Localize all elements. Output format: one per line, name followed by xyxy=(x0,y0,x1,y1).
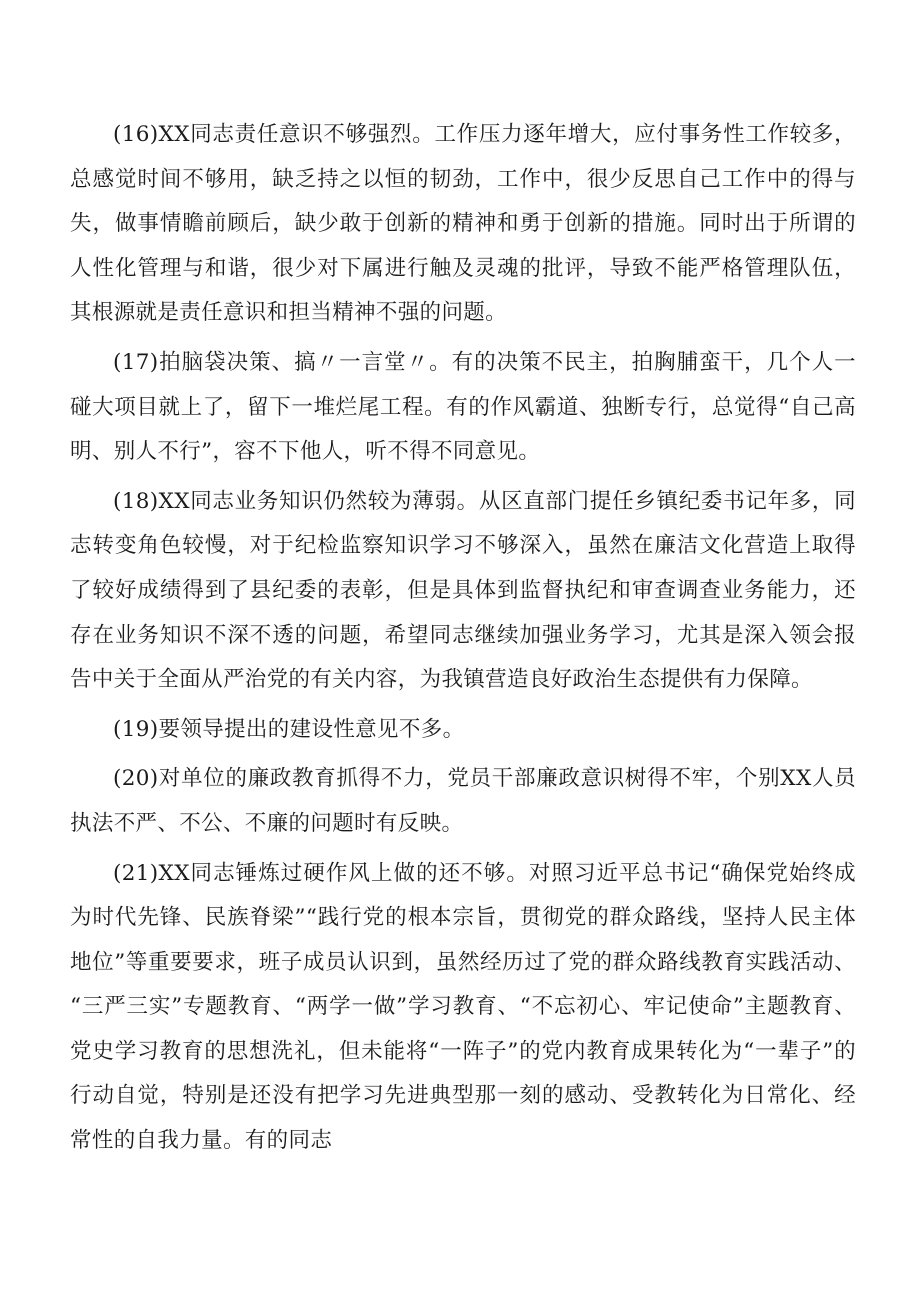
paragraph-18: (18)XX同志业务知识仍然较为薄弱。从区直部门提任乡镇纪委书记年多，同志转变角色较慢，对于纪检监察知识学习不够深入，虽然在廉洁文化营造上取得了较好成绩得到了县纪委的表彰，但是具体到监督执纪和审查调查业务能力，还存在业务知识不深不透的问题，希望同志继续加强业务学习，尤其是深入领会报告中关于全面从严治党的有关内容，为我镇营造良好政治生态提供有力保障。 xyxy=(70,488,856,693)
paragraph-20: (20)对单位的廉政教育抓得不力，党员干部廉政意识树得不牢，个别XX人员执法不严、不公、不廉的问题时有反映。 xyxy=(70,766,856,836)
paragraph-16: (16)XX同志责任意识不够强烈。工作压力逐年增大，应付事务性工作较多，总感觉时间不够用，缺乏持之以恒的韧劲，工作中，很少反思自己工作中的得与失，做事情瞻前顾后，缺少敢于创新的精神和勇于创新的措施。同时出于所谓的人性化管理与和谐，很少对下属进行触及灵魂的批评，导致不能严格管理队伍，其根源就是责任意识和担当精神不强的问题。 xyxy=(70,122,856,326)
paragraph-17: (17)拍脑袋决策、搞〃一言堂〃。有的决策不民主，拍胸脯蛮干，几个人一碰大项目就上了，留下一堆烂尾工程。有的作风霸道、独断专行，总觉得“自己高明、别人不行”，容不下他人，听不得不同意见。 xyxy=(70,349,856,465)
paragraph-19: (19)要领导提出的建设性意见不多。 xyxy=(113,716,465,742)
paragraph-21: (21)XX同志锤炼过硬作风上做的还不够。对照习近平总书记“确保党始终成为时代先锋、民族脊梁”“践行党的根本宗旨，贯彻党的群众路线，坚持人民主体地位”等重要要求，班子成员认识到，虽然经历过了党的群众路线教育实践活动、“三严三实”专题教育、“两学一做”学习教育、“不忘初心、牢记使命”主题教育、党史学习教育的思想洗礼，但未能将“一阵子”的党内教育成果转化为“一辈子”的行动自觉，特别是还没有把学习先进典型那一刻的感动、受教转化为日常化、经常性的自我力量。有的同志 xyxy=(70,860,856,1154)
